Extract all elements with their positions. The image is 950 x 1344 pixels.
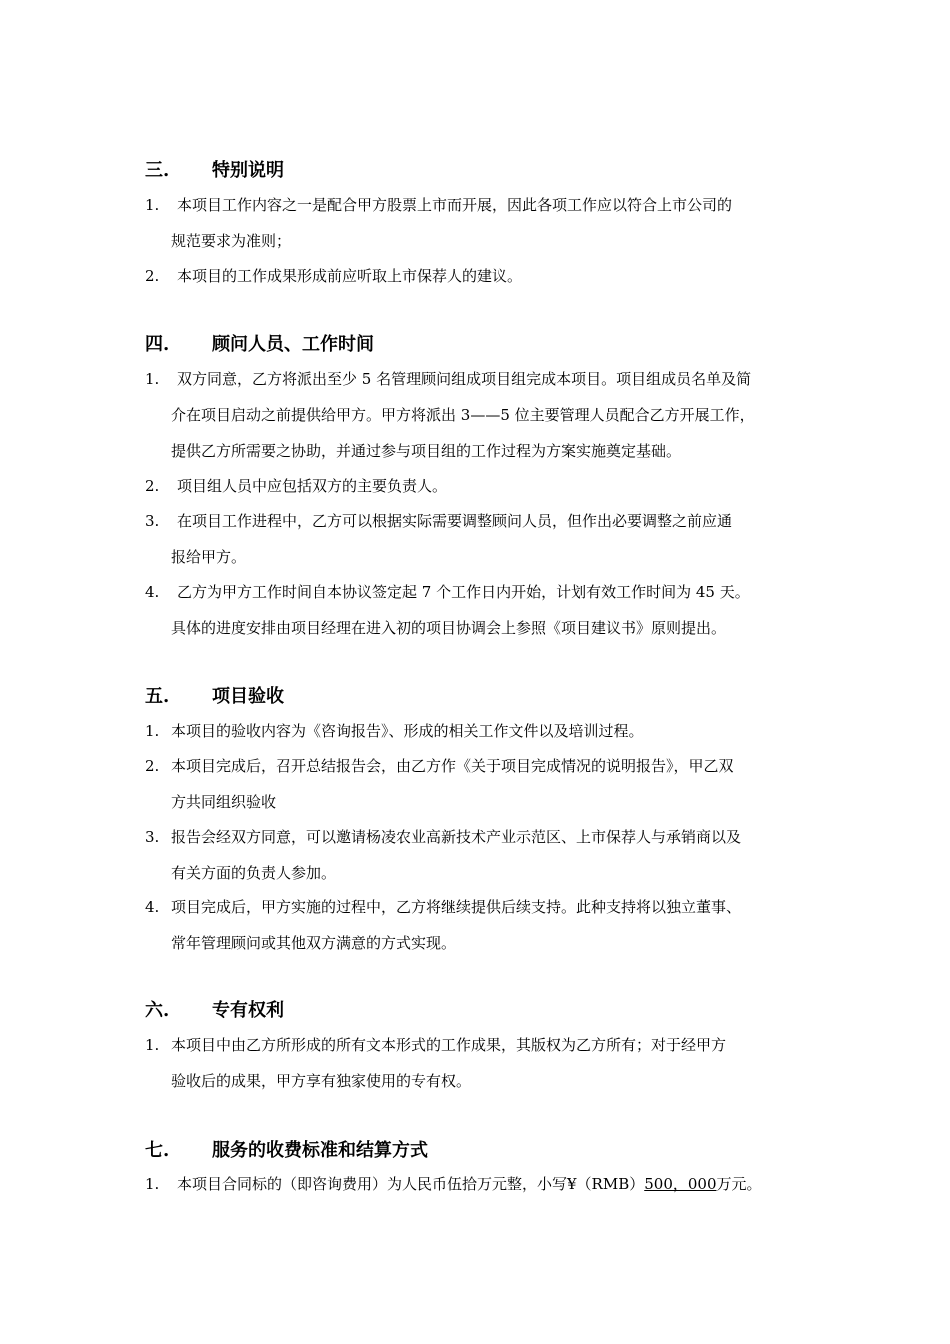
list-item xyxy=(145,258,815,294)
list-item xyxy=(145,503,815,575)
item-text-line: 项目完成后，甲方实施的过程中，乙方将继续提供后续支持。此种支持将以独立董事、 xyxy=(171,898,742,916)
item-text-line: 具体的进度安排由项目经理在进入初的项目协调会上参照《项目建议书》原则提出。 xyxy=(171,619,727,637)
item-text-line: 本项目完成后，召开总结报告会，由乙方作《关于项目完成情况的说明报告》，甲乙双 xyxy=(171,757,734,775)
section-heading-3 xyxy=(145,160,284,182)
section-title: 项目验收 xyxy=(212,686,284,707)
list-item xyxy=(145,1027,815,1099)
item-text-line: 规范要求为准则； xyxy=(171,232,292,250)
fee-text-prefix: 本项目合同标的（即咨询费用）为人民币伍拾万元整，小写¥（RMB） xyxy=(177,1175,645,1193)
item-number: 2. xyxy=(145,477,160,495)
item-number: 3. xyxy=(145,512,160,530)
section-number: 六. xyxy=(145,1000,170,1021)
item-number: 2. xyxy=(145,757,160,775)
item-number: 1. xyxy=(145,722,160,740)
item-text-line: 双方同意，乙方将派出至少 5 名管理顾问组成项目组完成本项目。项目组成员名单及简 xyxy=(177,370,752,388)
list-item xyxy=(145,468,815,504)
item-number: 4. xyxy=(145,898,160,916)
list-item xyxy=(145,889,815,961)
section-heading-4 xyxy=(145,334,374,356)
section-number: 三. xyxy=(145,160,170,181)
item-number: 2. xyxy=(145,267,160,285)
item-text-line: 项目组人员中应包括双方的主要负责人。 xyxy=(177,477,448,495)
item-text-line: 本项目的验收内容为《咨询报告》、形成的相关工作文件以及培训过程。 xyxy=(171,722,644,740)
item-text-line: 有关方面的负责人参加。 xyxy=(171,864,337,882)
section-title: 特别说明 xyxy=(212,160,284,181)
item-text-line: 验收后的成果，甲方享有独家使用的专有权。 xyxy=(171,1072,472,1090)
item-text-line: 乙方为甲方工作时间自本协议签定起 7 个工作日内开始，计划有效工作时间为 45 天。 xyxy=(177,583,750,601)
section-number: 七. xyxy=(145,1140,170,1161)
section-title: 服务的收费标准和结算方式 xyxy=(212,1140,428,1161)
item-text-line: 本项目的工作成果形成前应听取上市保荐人的建议。 xyxy=(177,267,523,285)
item-text-line xyxy=(177,1166,825,1202)
list-item xyxy=(145,819,815,891)
item-text-line: 在项目工作进程中，乙方可以根据实际需要调整顾问人员，但作出必要调整之前应通 xyxy=(177,512,733,530)
list-item xyxy=(145,187,815,259)
item-number: 4. xyxy=(145,583,160,601)
item-number: 1. xyxy=(145,370,160,388)
section-title: 专有权利 xyxy=(212,1000,284,1021)
item-number: 1. xyxy=(145,1036,160,1054)
item-text-line: 报给甲方。 xyxy=(171,548,247,566)
section-title: 顾问人员、工作时间 xyxy=(212,334,374,355)
list-item xyxy=(145,574,815,646)
item-text-line: 介在项目启动之前提供给甲方。甲方将派出 3——5 位主要管理人员配合乙方开展工作， xyxy=(171,406,755,424)
list-item xyxy=(145,748,815,820)
item-text-line: 常年管理顾问或其他双方满意的方式实现。 xyxy=(171,934,457,952)
section-number: 四. xyxy=(145,334,170,355)
section-heading-5 xyxy=(145,686,284,708)
section-number: 五. xyxy=(145,686,170,707)
fee-text-suffix: 万元。 xyxy=(716,1175,762,1193)
list-item xyxy=(145,1166,825,1202)
list-item xyxy=(145,713,815,749)
item-text-line: 报告会经双方同意，可以邀请杨凌农业高新技术产业示范区、上市保荐人与承销商以及 xyxy=(171,828,742,846)
section-heading-7 xyxy=(145,1140,428,1162)
item-text-line: 方共同组织验收 xyxy=(171,793,277,811)
fee-amount-underlined: 500，000 xyxy=(644,1175,717,1193)
item-number: 1. xyxy=(145,196,160,214)
item-text-line: 本项目中由乙方所形成的所有文本形式的工作成果，其版权为乙方所有；对于经甲方 xyxy=(171,1036,727,1054)
item-text-line: 本项目工作内容之一是配合甲方股票上市而开展，因此各项工作应以符合上市公司的 xyxy=(177,196,733,214)
list-item xyxy=(145,361,815,469)
section-heading-6 xyxy=(145,1000,284,1022)
item-number: 1. xyxy=(145,1175,160,1193)
item-number: 3. xyxy=(145,828,160,846)
item-text-line: 提供乙方所需要之协助，并通过参与项目组的工作过程为方案实施奠定基础。 xyxy=(171,442,682,460)
